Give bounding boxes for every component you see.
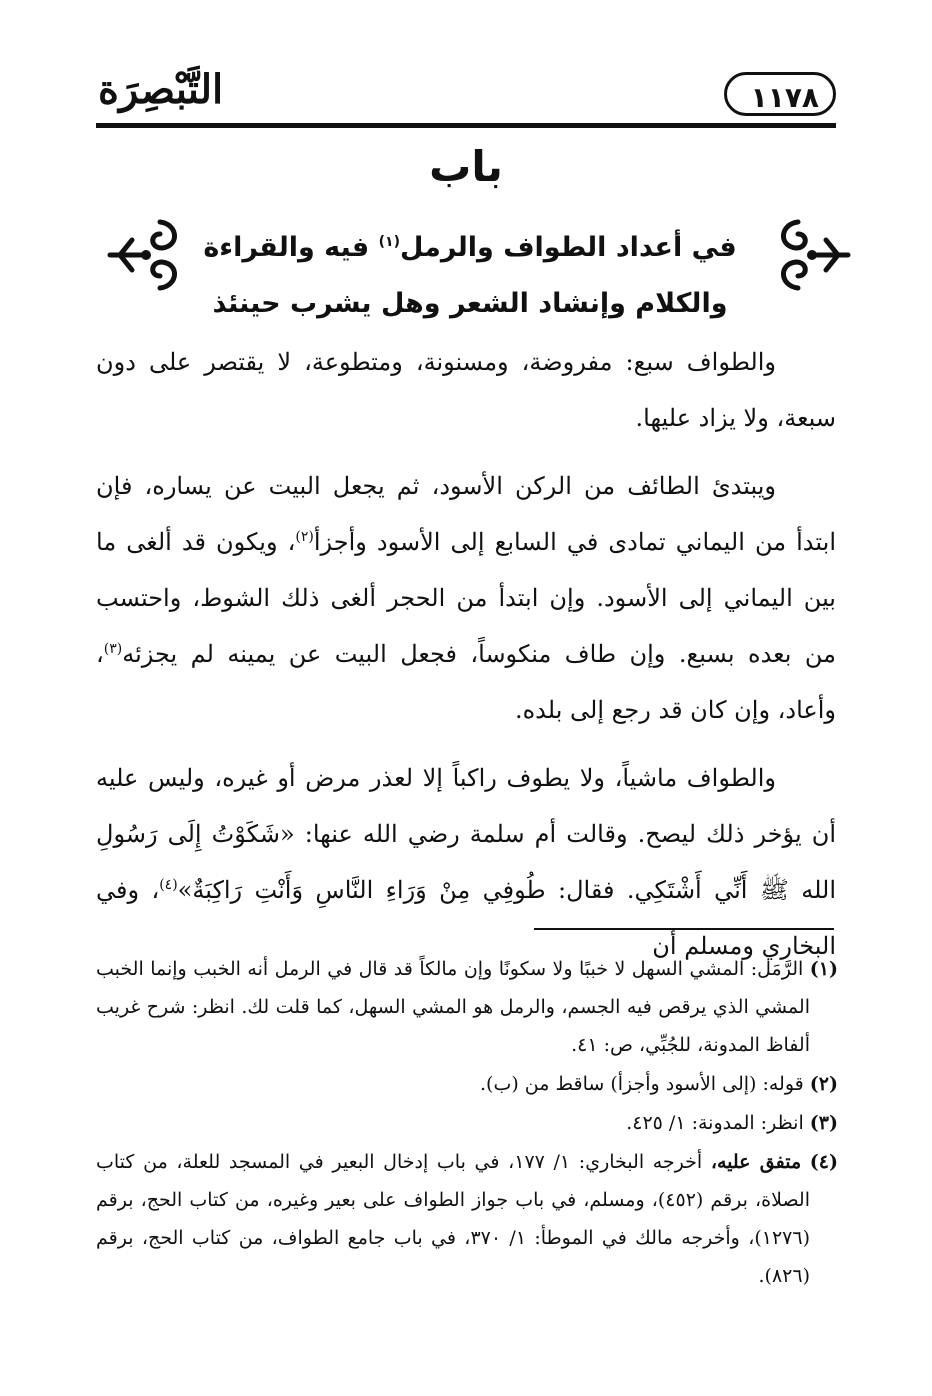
ornament-left-icon: [100, 210, 190, 300]
book-title: التَّبْصِرَة: [98, 66, 224, 113]
chapter-heading-line-1: في أعداد الطواف والرمل$^{(١)}$ فيه والقراءة: [203, 232, 737, 263]
footnote: (٣) انظر: المدونة: ١/ ٤٢٥.: [626, 1112, 838, 1134]
footnote-ref: (١): [378, 234, 400, 250]
chapter-heading: [190, 220, 750, 332]
footnote-ref: (٢): [295, 529, 314, 545]
footnote: (٢) قوله: (إلى الأسود وأجزأ) ساقط من (ب).: [480, 1073, 838, 1095]
page-number: ١١٧٨: [750, 81, 819, 114]
paragraph: والطواف سبع: مفروضة، ومسنونة، ومتطوعة، لا يقتصر على دون سبعة، ولا يزاد عليها.: [96, 348, 836, 432]
footnote: (١) الرَّمَل: المشي السهل لا خببًا ولا سكونًا وإن مالكاً قد قال في الرمل أنه الخبب وإنما الخبب المشي الذي يرقص فيه الجسم، والرمل هو المشي السهل، كما قلت لك. انظر: شرح غريب ألفاظ المدونة، للجُبِّي، ص: ٤١.: [96, 958, 838, 1056]
footnote-ref: (٣): [103, 641, 123, 657]
header-rule: [96, 123, 836, 128]
footnote-separator: [534, 928, 834, 930]
footnotes: [96, 950, 838, 1296]
body-text: [96, 334, 836, 974]
paragraph: ويبتدئ الطائف من الركن الأسود، ثم يجعل البيت عن يساره، فإن ابتدأ من اليماني تمادى في السابع إلى الأسود وأجزأ$^{(٢)}$، ويكون قد ألغى ما بين اليماني إلى الأسود. وإن ابتدأ من الحجر ألغى ذلك الشوط، واحتسب من بعده بسبع. وإن طاف منكوساً، فجعل البيت عن يمينه لم يجزئه$^{(٣)}$، وأعاد، وإن كان قد رجع إلى بلده.: [96, 472, 836, 724]
footnote: (٤) متفق عليه، أخرجه البخاري: ١/ ١٧٧، في باب إدخال البعير في المسجد للعلة، من كتاب الصلاة، برقم (٤٥٢)، ومسلم، في باب جواز الطواف على بعير وغيره، من كتاب الحج، برقم (١٢٧٦)، وأخرجه مالك في الموطأ: ١/ ٣٧٠، في باب جامع الطواف، من كتاب الحج، برقم (٨٢٦).: [96, 1151, 838, 1287]
chapter-heading-line-2: والكلام وإنشاد الشعر وهل يشرب حينئذ: [212, 288, 728, 319]
footnote-ref: (٤): [159, 877, 178, 893]
paragraph: والطواف ماشياً، ولا يطوف راكباً إلا لعذر مرض أو غيره، وليس عليه أن يؤخر ذلك ليصح. وقالت أم سلمة رضي الله عنها: «شَكَوْتُ إِلَى رَسُولِ الله ﷺ أَنِّي أَشْتَكِي. فقال: طُوفِي مِنْ وَرَاءِ النَّاسِ وَأَنْتِ رَاكِبَةٌ»$^{(٤)}$، وفي البخاري ومسلم أن: [96, 764, 836, 960]
chapter-label: باب: [429, 142, 503, 191]
ornament-right-icon: [768, 210, 858, 300]
page-header: [96, 62, 836, 128]
page-number-frame: [724, 72, 836, 116]
